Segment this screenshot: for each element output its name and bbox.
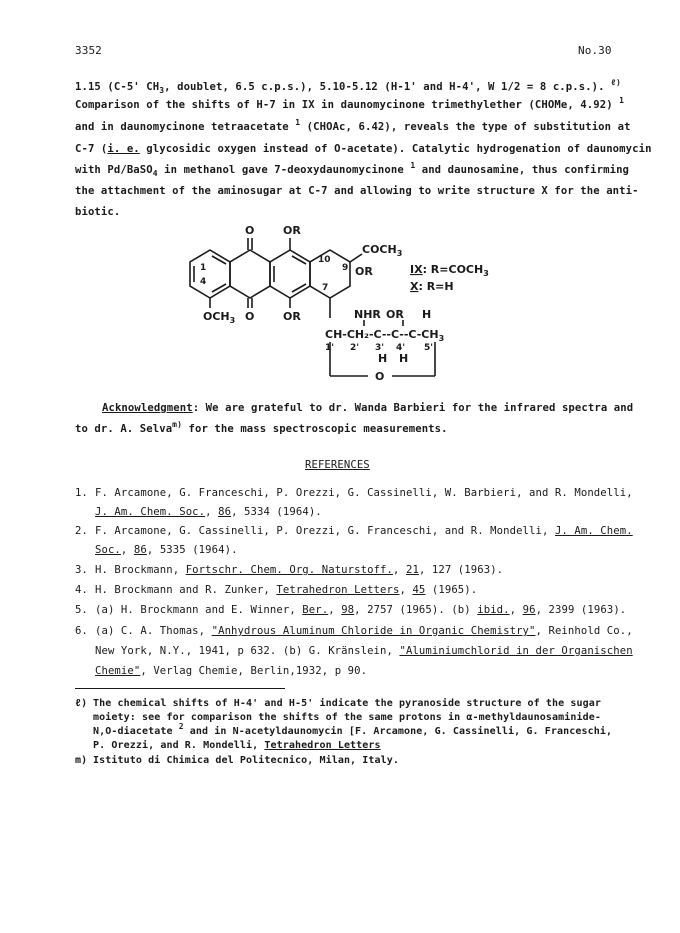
ring-b <box>230 250 270 298</box>
or-c9-label: OR <box>355 265 373 278</box>
c9-label: 9 <box>342 263 349 273</box>
x-label: X: R=H <box>410 280 454 293</box>
footnote-m-line: Istituto di Chimica del Politecnico, Milan, Italy. <box>93 755 400 766</box>
page-number: 3352 <box>75 44 102 57</box>
or-sugar-label: OR <box>386 308 404 321</box>
sugar-chain: $CH-CH_2-C--C--C-CH_3$ <box>325 328 445 343</box>
och3-label: $OCH_3$ <box>203 310 236 325</box>
ref-5-line: (a) H. Brockmann and E. Winner, Ber., 98, 2757 (1965). (b) ibid., 96, 2399 (1963). <box>95 604 627 616</box>
footnote-l-line-3: N,O-diacetate $^2$ and in N-acetyldaunomycin [F. Arcamone, G. Cassinelli, G. Franceschi, <box>93 722 613 737</box>
c4-label: 4 <box>200 277 207 287</box>
c1-label: 1 <box>200 263 207 273</box>
ring-oxygen-label: O <box>375 370 385 383</box>
body-line-1: 1.15 (C-5' $CH_3$, doublet, 6.5 c.p.s.), 5.10-5.12 (H-1' and H-4', W 1/2 = 8 c.p.s.). $^{\ell)}$ <box>75 78 621 95</box>
c10-label: 10 <box>318 255 331 265</box>
c5p-label: 5' <box>424 343 434 353</box>
ref-3-line: H. Brockmann, Fortschr. Chem. Org. Naturstoff., 21, 127 (1963). <box>95 564 504 576</box>
or-bottom-label: OR <box>283 310 301 323</box>
acknowledgment-line-2: to dr. A. Selva$^{m)}$ for the mass spectroscopic measurements. <box>75 420 448 435</box>
carbonyl-o-bottom: O <box>245 310 255 323</box>
ref-1-number: 1. <box>75 487 88 499</box>
journal-number: No.30 <box>578 44 612 57</box>
ref-6-number: 6. <box>75 625 88 637</box>
ref-6-line-2: New York, N.Y., 1941, p 632. (b) G. Kränslein, "Aluminiumchlorid in der Organischen <box>95 645 633 657</box>
ref-4-line: H. Brockmann and R. Zunker, Tetrahedron Letters, 45 (1965). <box>95 584 478 596</box>
c3p-label: 3' <box>375 343 385 353</box>
ref-2-number: 2. <box>75 525 88 537</box>
ref-1-line-2: J. Am. Chem. Soc., 86, 5334 (1964). <box>95 506 322 518</box>
ix-label: IX: $R=COCH_3$ <box>410 263 489 278</box>
c1p-label: 1' <box>325 343 335 353</box>
carbonyl-o-top: O <box>245 224 255 237</box>
or-top-label: OR <box>283 224 301 237</box>
body-line-4: C-7 (i. e. glycosidic oxygen instead of O-acetate). Catalytic hydrogenation of daunomycin <box>75 143 652 155</box>
footnote-l-line-2: moiety: see for comparison the shifts of the same protons in α-methyldaunosaminide- <box>93 712 602 723</box>
coch3-label: $COCH_3$ <box>362 243 403 258</box>
c2p-label: 2' <box>350 343 360 353</box>
footnote-divider <box>75 688 285 689</box>
body-line-5: with Pd/BaSO$_4$ in methanol gave 7-deoxydaunomycinone $^1$ and daunosamine, thus confirming <box>75 161 630 178</box>
body-line-7: biotic. <box>75 206 121 218</box>
ref-6-line-1: (a) C. A. Thomas, "Anhydrous Aluminum Chloride in Organic Chemistry", Reinhold Co., <box>95 625 633 637</box>
h3-label: H <box>378 352 388 365</box>
acknowledgment-line-1: Acknowledgment: We are grateful to dr. Wanda Barbieri for the infrared spectra and <box>102 402 634 414</box>
c4p-label: 4' <box>396 343 406 353</box>
ref-5-number: 5. <box>75 604 88 616</box>
h4-label: H <box>399 352 409 365</box>
c7-label: 7 <box>322 283 329 293</box>
ref-2-line-1: F. Arcamone, G. Cassinelli, P. Orezzi, G. Franceschi, and R. Mondelli, J. Am. Chem. <box>95 525 633 537</box>
footnote-l-line-4: P. Orezzi, and R. Mondelli, Tetrahedron Letters <box>93 740 381 751</box>
body-line-2: Comparison of the shifts of H-7 in IX in daunomycinone trimethylether (CHOMe, 4.92) $^1$ <box>75 96 625 111</box>
ring-a <box>190 250 230 298</box>
references-heading: REFERENCES <box>305 459 370 471</box>
body-line-3: and in daunomycinone tetraacetate $^1$ (CHOAc, 6.42), reveals the type of substitution at <box>75 118 631 133</box>
footnote-l-marker: ℓ) <box>75 698 88 709</box>
body-line-6: the attachment of the aminosugar at C-7 and allowing to write structure X for the anti- <box>75 185 639 197</box>
footnote-ref-l: ℓ) <box>611 78 621 87</box>
ref-4-number: 4. <box>75 584 88 596</box>
ref-2-line-2: Soc., 86, 5335 (1964). <box>95 544 238 556</box>
nhr-label: NHR <box>354 308 381 321</box>
footnote-m-marker: m) <box>75 755 88 766</box>
ref-1-line-1: F. Arcamone, G. Franceschi, P. Orezzi, G. Cassinelli, W. Barbieri, and R. Mondelli, <box>95 487 633 499</box>
h-top-label: H <box>422 308 432 321</box>
ref-6-line-3: Chemie", Verlag Chemie, Berlin,1932, p 90. <box>95 665 368 677</box>
ref-3-number: 3. <box>75 564 88 576</box>
ring-c <box>270 250 310 298</box>
footnote-l-line-1: The chemical shifts of H-4' and H-5' indicate the pyranoside structure of the sugar <box>93 698 602 709</box>
